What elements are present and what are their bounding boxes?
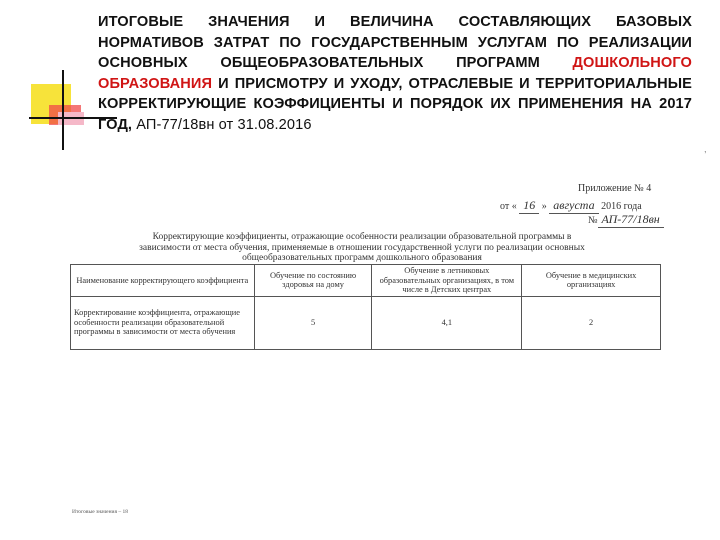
scan-dot: , (704, 144, 707, 154)
date-year: 2016 года (601, 201, 642, 212)
value-home: 5 (254, 296, 372, 349)
table-caption (96, 232, 628, 264)
table-header-row (71, 265, 661, 297)
caption-line-3: общеобразовательных программ дошкольного образования (242, 253, 482, 263)
slide-title (98, 12, 692, 135)
date-day: 16 (519, 198, 539, 214)
title-part-1: ИТОГОВЫЕ ЗНАЧЕНИЯ И ВЕЛИЧИНА СОСТАВЛЯЮЩИХ БАЗОВЫХ НОРМАТИВОВ ЗАТРАТ ПО ГОСУДАРСТВЕННЫМ УСЛУГАМ ПО РЕАЛИЗАЦИИ ОСНОВНЫХ ОБЩЕОБРАЗОВАТЕЛЬНЫХ ПРОГРАММ (98, 14, 692, 71)
caption-line-2: зависимости от места обучения, применяемые в отношении государственной услуги по реализации основных (139, 242, 585, 253)
title-part-2: И ПРИСМОТРУ И УХОДУ, ОТРАСЛЕВЫЕ И ТЕРРИТОРИАЛЬНЫЕ КОРРЕКТИРУЮЩИЕ КОЭФФИЦИЕНТЫ И ПОРЯДОК ИХ ПРИМЕНЕНИЯ НА 2017 ГОД, (98, 75, 692, 133)
date-prefix: от « (500, 201, 517, 212)
appendix-number (588, 212, 664, 228)
header-summer-centers: Обучение в летниковых образовательных организациях, в том числе в Детских центрах (372, 265, 522, 297)
appendix-title: Приложение № 4 (578, 183, 652, 194)
date-mid: » (541, 201, 547, 212)
date-month: августа (549, 198, 598, 214)
caption-line-1: Корректирующие коэффициенты, отражающие особенности реализации образовательной программы в (152, 232, 572, 242)
coefficients-table (70, 264, 661, 350)
row-name: Корректирование коэффициента, отражающие особенности реализации образовательной программы в зависимости от места обучения (71, 296, 255, 349)
number-prefix: № (588, 215, 598, 226)
title-highlight: ДОШКОЛЬНОГО ОБРАЗОВАНИЯ (98, 55, 692, 92)
document-reference: АП-77/18вн от 31.08.2016 (136, 116, 312, 133)
table-row (71, 296, 661, 349)
value-medical: 2 (522, 296, 661, 349)
value-summer-centers: 4,1 (372, 296, 522, 349)
decor-vertical-line (62, 70, 64, 150)
page-footer-note: Итоговые значения – 18 (72, 509, 128, 515)
header-medical: Обучение в медицинских организациях (522, 265, 661, 297)
header-name: Наименование корректирующего коэффициента (71, 265, 255, 297)
header-home: Обучение по состоянию здоровья на дому (254, 265, 372, 297)
number-value: АП-77/18вн (598, 212, 664, 228)
